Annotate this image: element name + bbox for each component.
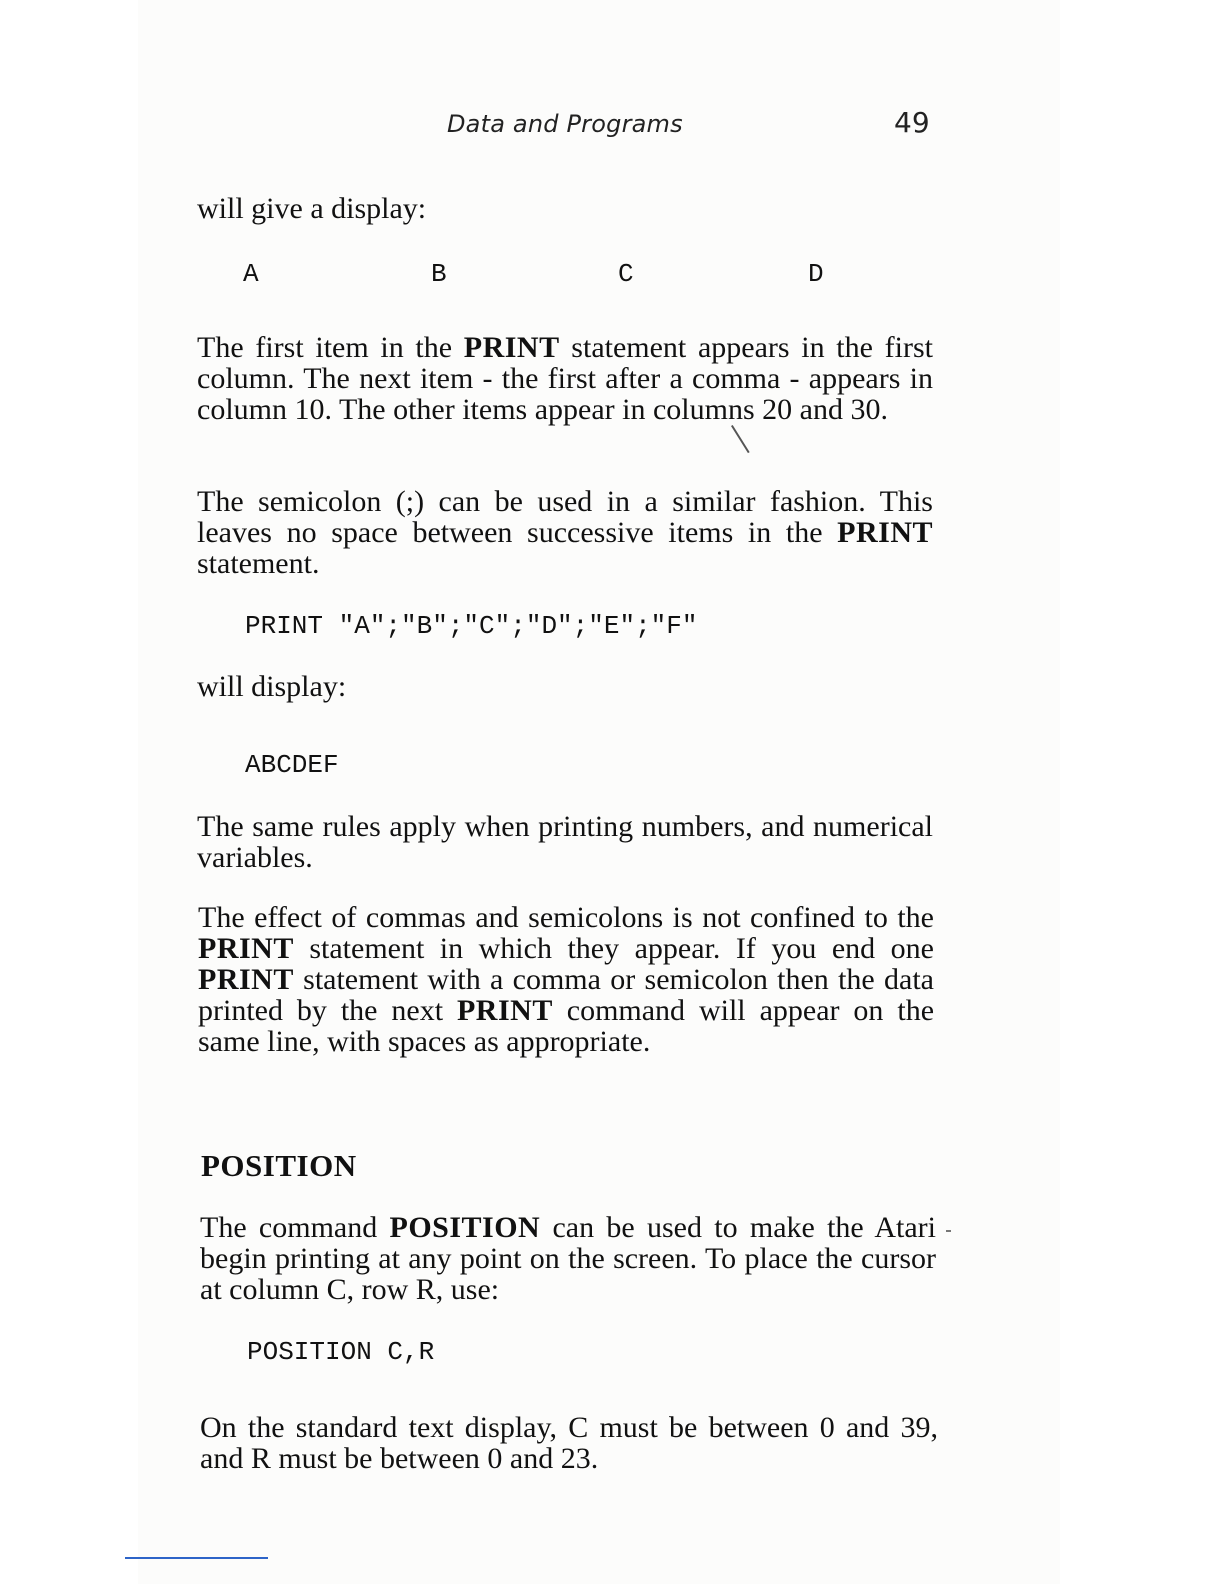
page-number: 49 xyxy=(894,106,930,139)
display-column-b: B xyxy=(431,259,447,289)
display-column-a: A xyxy=(243,259,259,289)
output-abcdef: ABCDEF xyxy=(245,750,339,780)
keyword-print: PRINT xyxy=(463,331,560,364)
keyword-print: PRINT xyxy=(456,994,553,1027)
will-display-line: will display: xyxy=(197,670,347,703)
keyword-print: PRINT xyxy=(837,516,933,549)
display-column-d: D xyxy=(808,259,824,289)
code-print-statement: PRINT "A";"B";"C";"D";"E";"F" xyxy=(245,611,698,641)
section-heading-position: POSITION xyxy=(201,1148,357,1183)
keyword-print: PRINT xyxy=(198,963,294,996)
code-position: POSITION C,R xyxy=(247,1337,435,1367)
display-column-c: C xyxy=(618,259,634,289)
stray-dot-mark xyxy=(946,1230,951,1232)
paragraph-effect: The effect of commas and semicolons is not confined to the PRINT statement in which they appear. If you end one PRINT statement with a comma or semicolon then the data printed by the next PRINT command will appear on the same line, with spaces as appropriate. xyxy=(198,901,935,1058)
paragraph-position: The command POSITION can be used to make the Atari begin printing at any point on the screen. To place the cursor at column C, row R, use: xyxy=(200,1211,936,1306)
paragraph-standard-display: On the standard text display, C must be between 0 and 39, and R must be between 0 and 23. xyxy=(200,1411,938,1475)
paragraph-numbers: The same rules apply when printing numbers, and numerical variables. xyxy=(197,810,933,874)
footer-rule xyxy=(125,1557,268,1559)
keyword-print: PRINT xyxy=(198,932,294,965)
paragraph-semicolon: The semicolon (;) can be used in a similar fashion. This leaves no space between successive items in the PRINT statement. xyxy=(197,485,933,580)
keyword-position: POSITION xyxy=(389,1211,541,1244)
running-title: Data and Programs xyxy=(447,110,683,138)
intro-line: will give a display: xyxy=(197,192,427,225)
paragraph-comma-columns: The first item in the PRINT statement appears in the first column. The next item - the first after a comma - appears in column 10. The other items appear in columns 20 and 30. xyxy=(197,331,933,426)
